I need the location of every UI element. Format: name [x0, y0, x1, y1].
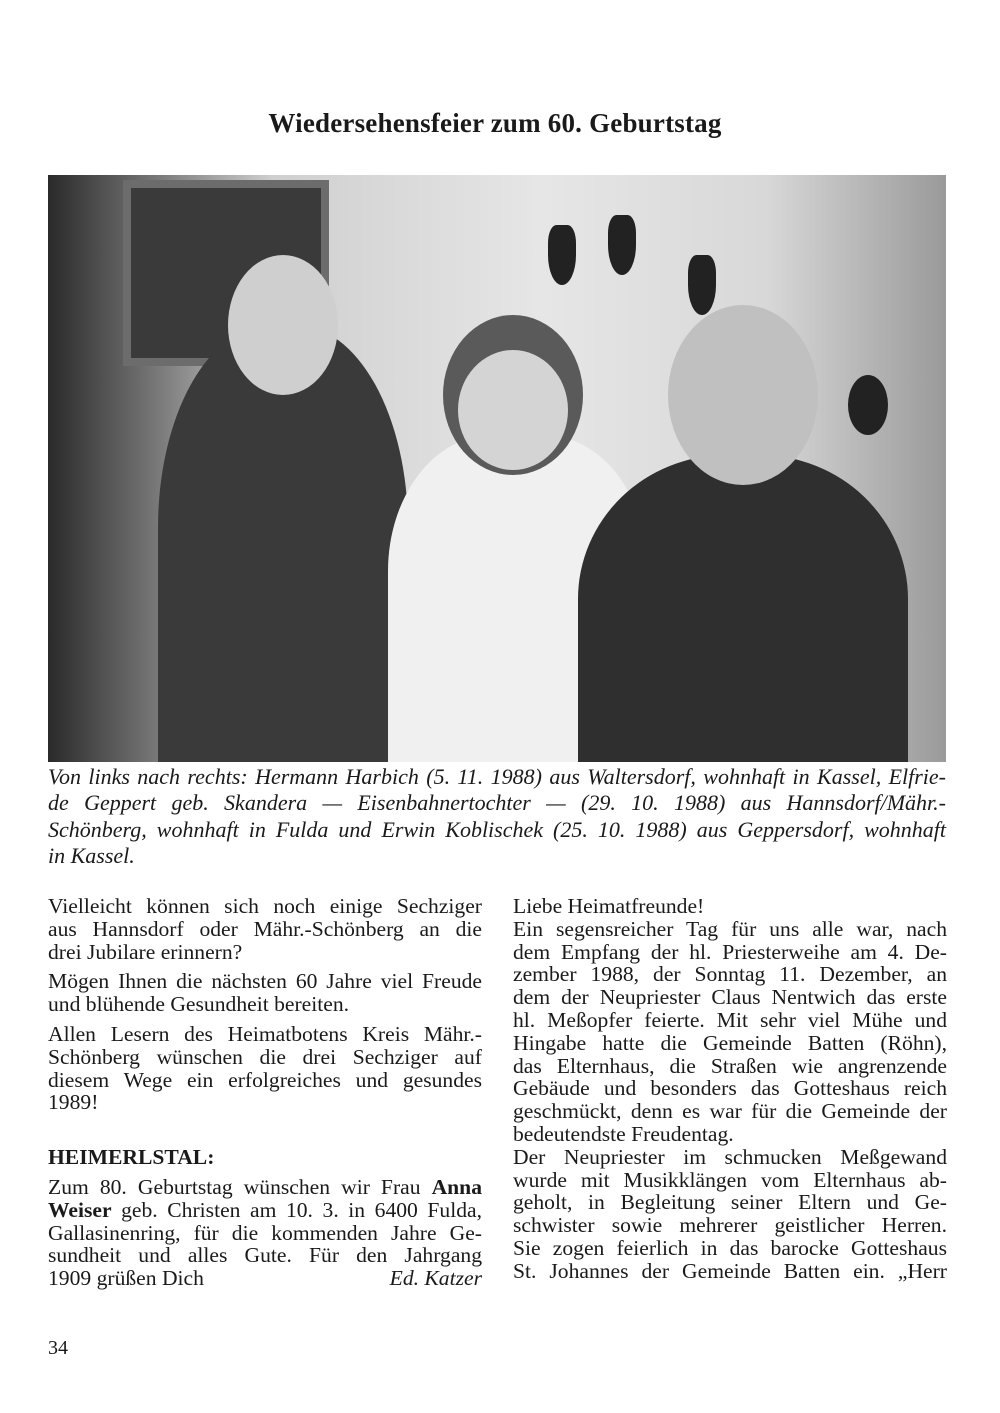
caption-line: de Geppert geb. Skandera — Eisenbahnertochter — (29. 10. 1988) aus Hannsdorf/Mähr.-: [48, 790, 946, 816]
caption-line: Von links nach rechts: Hermann Harbich (5. 11. 1988) aus Waltersdorf, wohnhaft in Kassel, Elfrie-: [48, 764, 946, 789]
text-line: zember 1988, der Sonntag 11. Dezember, an: [513, 962, 947, 987]
section-heading: HEIMERLSTAL:: [48, 1145, 215, 1170]
text-line: aus Hannsdorf oder Mähr.-Schönberg an die: [48, 916, 482, 941]
caption-line: in Kassel.: [48, 842, 135, 868]
person-middle-face: [458, 350, 568, 470]
text-line: geschmückt, denn es war für die Gemeinde der: [513, 1099, 947, 1124]
text-line: wurde mit Musikklängen vom Elternhaus ab-: [513, 1167, 947, 1192]
caption-line: Schönberg, wohnhaft in Fulda und Erwin Koblischek (25. 10. 1988) aus Geppersdorf, wohnhaft: [48, 816, 946, 842]
text-segment: Zum 80. Geburtstag wünschen wir Frau: [48, 1174, 432, 1199]
text-line: diesem Wege ein erfolgreiches und gesundes: [48, 1067, 482, 1092]
text-line: und blühende Gesundheit bereiten.: [48, 992, 350, 1017]
text-line: hl. Meßopfer feierte. Mit sehr viel Mühe und: [513, 1007, 947, 1032]
text-line: Schönberg wünschen die drei Sechziger auf: [48, 1044, 482, 1069]
text-line: Sie zogen feierlich in das barocke Gotteshaus: [513, 1235, 947, 1260]
text-line: sundheit und alles Gute. Für den Jahrgang: [48, 1243, 482, 1268]
wall-plate: [848, 375, 888, 435]
text-line: das Elternhaus, die Straßen wie angrenzende: [513, 1053, 947, 1078]
text-line: dem der Neupriester Claus Nentwich das erste: [513, 985, 947, 1010]
signature: Ed. Katzer: [389, 1266, 482, 1291]
text-line: Ein segensreicher Tag für uns alle war, nach: [513, 916, 947, 941]
text-line: [48, 1199, 482, 1222]
text-line: Vielleicht können sich noch einige Sechziger: [48, 894, 482, 918]
bold-name: Weiser: [48, 1197, 112, 1222]
text-line: geholt, in Begleitung seiner Eltern und Ge-: [513, 1190, 947, 1215]
wall-shield: [688, 255, 716, 315]
person-left-head: [228, 255, 338, 395]
bold-name: Anna: [431, 1174, 482, 1199]
wall-shield: [548, 225, 576, 285]
text-line: Allen Lesern des Heimatbotens Kreis Mähr.-: [48, 1021, 482, 1046]
text-line: Mögen Ihnen die nächsten 60 Jahre viel Freude: [48, 969, 482, 994]
right-column: [513, 895, 947, 1283]
text-line: Der Neupriester im schmucken Meßgewand: [513, 1144, 947, 1169]
text-line: Hingabe hatte die Gemeinde Batten (Röhn),: [513, 1030, 947, 1055]
text-line: Gallasinenring, für die kommenden Jahre Ge-: [48, 1220, 482, 1245]
text-line: St. Johannes der Gemeinde Batten ein. „Herr: [513, 1258, 947, 1283]
text-segment: geb. Christen am 10. 3. in 6400 Fulda,: [111, 1197, 482, 1222]
left-column: [48, 895, 482, 1290]
person-right: [578, 455, 908, 762]
text-line: drei Jubilare erinnern?: [48, 939, 243, 964]
photo-caption: [48, 764, 946, 869]
wall-shield: [608, 215, 636, 275]
text-segment: 1909 grüßen Dich: [48, 1266, 204, 1291]
greeting: Liebe Heimatfreunde!: [513, 894, 705, 918]
text-line: 1989!: [48, 1090, 99, 1115]
group-photo: [48, 175, 946, 762]
person-right-head: [668, 305, 818, 485]
article-title: Wiedersehensfeier zum 60. Geburtstag: [268, 108, 722, 138]
page-number: 34: [48, 1337, 68, 1359]
text-line: Gebäude und besonders das Gotteshaus reich: [513, 1076, 947, 1101]
text-line: dem Empfang der hl. Priesterweihe am 4. De-: [513, 939, 947, 964]
text-line: bedeutendste Freudentag.: [513, 1121, 734, 1146]
text-line: [48, 1267, 482, 1290]
text-line: [48, 1176, 482, 1199]
text-line: schwister sowie mehrerer geistlicher Herren.: [513, 1213, 947, 1238]
